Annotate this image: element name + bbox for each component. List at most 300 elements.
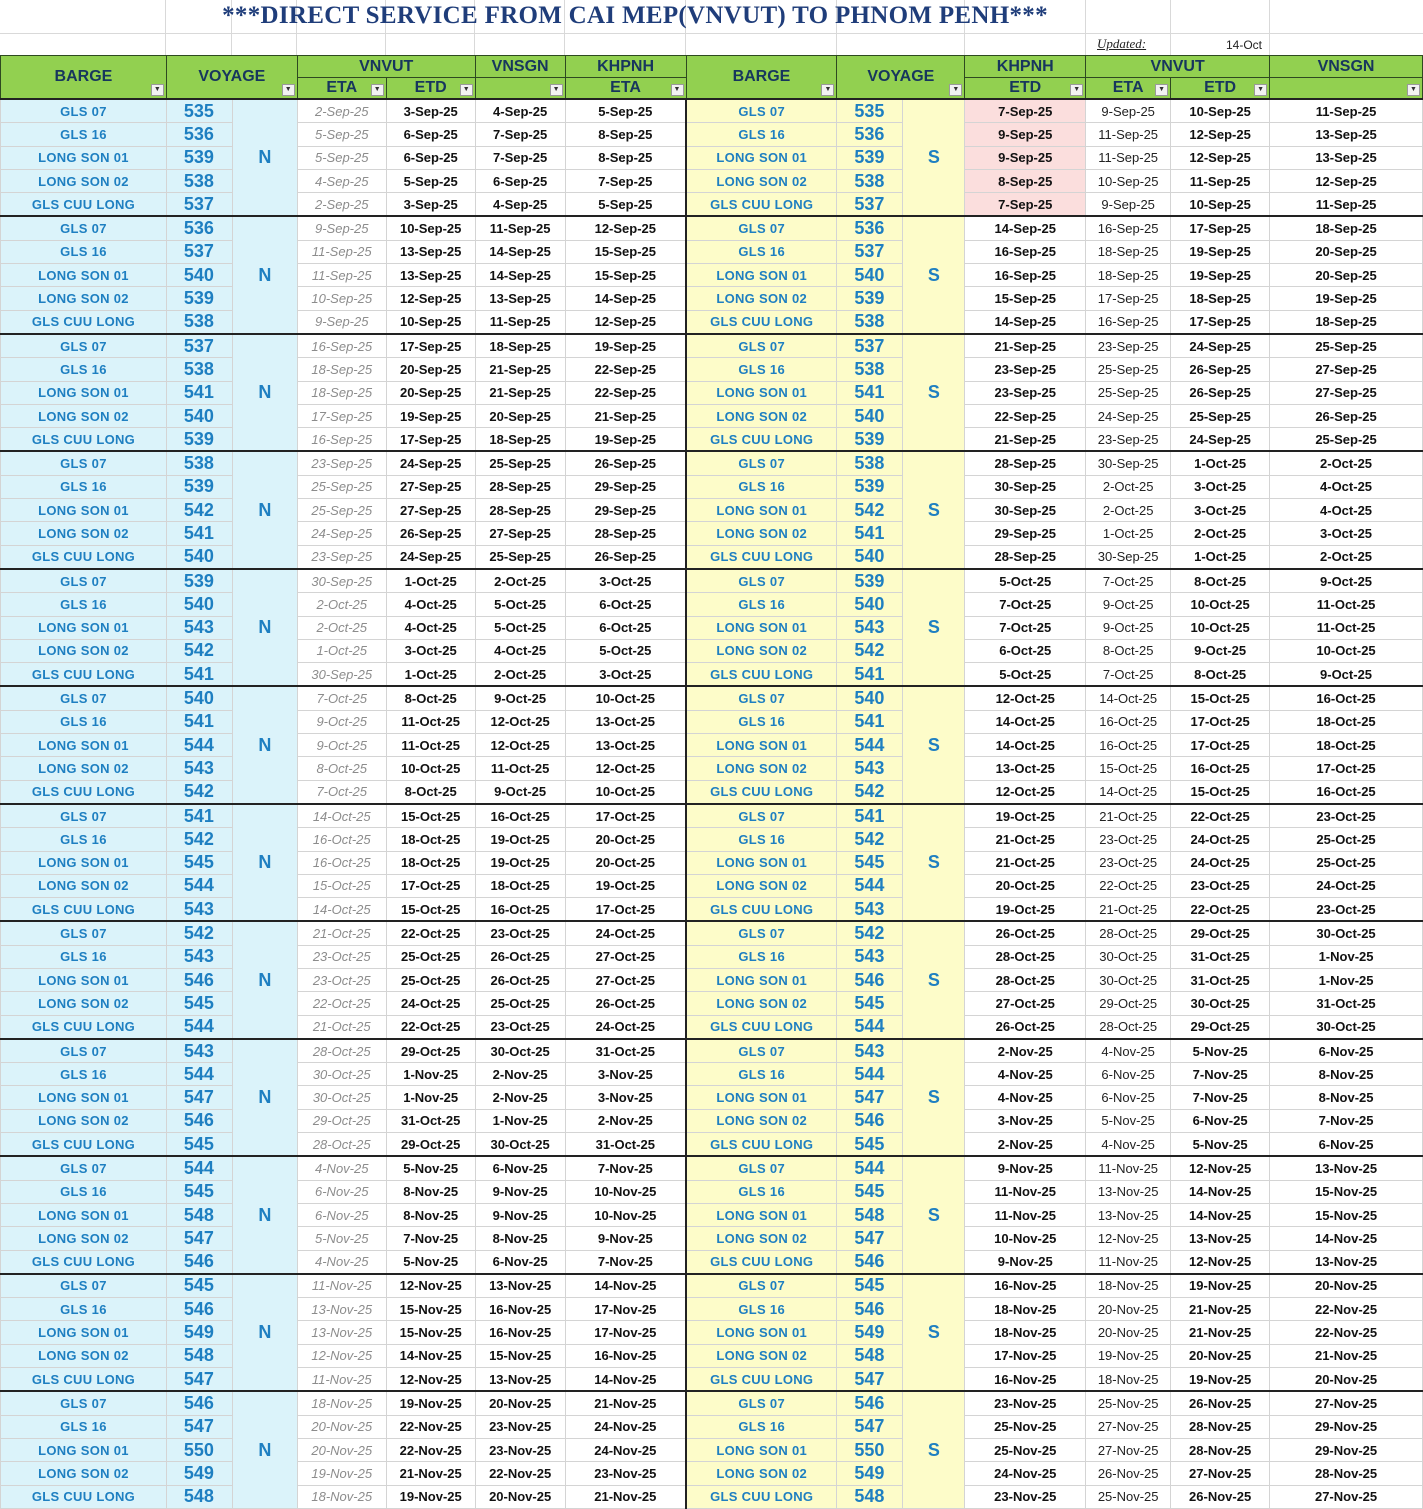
cell-vnsgn-eta[interactable]: 5-Oct-25 [475,593,565,616]
cell-barge-return[interactable]: GLS 16 [686,475,837,498]
cell-khpnh-eta[interactable]: 27-Oct-25 [565,945,686,968]
cell-vnvut-etd-return[interactable]: 19-Nov-25 [1171,1368,1270,1392]
cell-voyage[interactable]: 537 [166,193,232,217]
cell-vnvut-etd[interactable]: 15-Nov-25 [386,1321,475,1344]
cell-voyage-return[interactable]: 538 [837,310,903,334]
cell-vnvut-etd-return[interactable]: 31-Oct-25 [1171,968,1270,991]
cell-vnvut-eta[interactable]: 9-Sep-25 [297,310,386,334]
cell-khpnh-eta[interactable]: 22-Sep-25 [565,358,686,381]
cell-barge-return[interactable]: GLS CUU LONG [686,780,837,804]
cell-vnsgn-eta[interactable]: 20-Nov-25 [475,1485,565,1508]
cell-vnvut-etd-return[interactable]: 21-Nov-25 [1171,1321,1270,1344]
cell-voyage-return[interactable]: 546 [837,1250,903,1274]
cell-voyage[interactable]: 545 [166,1274,232,1298]
cell-khpnh-eta[interactable]: 14-Nov-25 [565,1274,686,1298]
cell-khpnh-eta[interactable]: 27-Oct-25 [565,968,686,991]
cell-voyage-return[interactable]: 539 [837,146,903,169]
cell-vnvut-eta[interactable]: 2-Oct-25 [297,593,386,616]
cell-vnvut-etd-return[interactable]: 1-Oct-25 [1171,451,1270,475]
cell-barge-return[interactable]: GLS CUU LONG [686,1250,837,1274]
cell-vnsgn-eta-return[interactable]: 31-Oct-25 [1270,992,1423,1015]
cell-khpnh-etd-return[interactable]: 28-Oct-25 [965,968,1086,991]
cell-barge[interactable]: LONG SON 01 [1,616,167,639]
cell-vnsgn-eta-return[interactable]: 9-Oct-25 [1270,663,1423,687]
cell-voyage[interactable]: 538 [166,169,232,192]
cell-khpnh-etd-return[interactable]: 13-Oct-25 [965,757,1086,780]
cell-barge-return[interactable]: GLS CUU LONG [686,663,837,687]
cell-khpnh-eta[interactable]: 13-Oct-25 [565,710,686,733]
cell-barge[interactable]: GLS 07 [1,216,167,240]
cell-vnsgn-eta[interactable]: 7-Sep-25 [475,123,565,146]
cell-direction-return[interactable]: S [903,921,965,1038]
cell-khpnh-etd-return[interactable]: 19-Oct-25 [965,804,1086,828]
cell-vnvut-eta[interactable]: 18-Nov-25 [297,1485,386,1508]
cell-direction[interactable]: N [232,1156,297,1273]
cell-vnvut-eta[interactable]: 30-Oct-25 [297,1063,386,1086]
cell-direction-return[interactable]: S [903,334,965,451]
cell-vnvut-eta-return[interactable]: 6-Nov-25 [1086,1063,1171,1086]
cell-vnsgn-eta[interactable]: 16-Oct-25 [475,898,565,922]
cell-voyage[interactable]: 540 [166,404,232,427]
cell-vnvut-eta[interactable]: 25-Sep-25 [297,475,386,498]
cell-vnsgn-eta[interactable]: 11-Oct-25 [475,757,565,780]
cell-khpnh-etd-return[interactable]: 5-Oct-25 [965,663,1086,687]
cell-vnvut-etd-return[interactable]: 29-Oct-25 [1171,921,1270,945]
cell-barge[interactable]: LONG SON 02 [1,639,167,662]
cell-vnsgn-eta-return[interactable]: 4-Oct-25 [1270,475,1423,498]
cell-vnvut-eta[interactable]: 7-Oct-25 [297,686,386,710]
cell-vnvut-etd-return[interactable]: 12-Nov-25 [1171,1156,1270,1180]
cell-barge[interactable]: LONG SON 02 [1,1462,167,1485]
cell-barge-return[interactable]: LONG SON 02 [686,287,837,310]
cell-voyage-return[interactable]: 544 [837,1063,903,1086]
cell-khpnh-etd-return[interactable]: 9-Nov-25 [965,1156,1086,1180]
cell-voyage[interactable]: 546 [166,1391,232,1415]
cell-voyage[interactable]: 543 [166,757,232,780]
cell-vnvut-eta-return[interactable]: 17-Sep-25 [1086,287,1171,310]
cell-khpnh-etd-return[interactable]: 21-Sep-25 [965,428,1086,452]
cell-khpnh-etd-return[interactable]: 9-Sep-25 [965,123,1086,146]
cell-vnvut-eta-return[interactable]: 16-Oct-25 [1086,734,1171,757]
cell-direction[interactable]: N [232,99,297,216]
cell-vnvut-etd[interactable]: 12-Nov-25 [386,1368,475,1392]
cell-vnvut-etd[interactable]: 29-Oct-25 [386,1133,475,1157]
cell-vnvut-etd-return[interactable]: 19-Sep-25 [1171,264,1270,287]
cell-barge[interactable]: GLS 07 [1,99,167,123]
cell-barge[interactable]: LONG SON 02 [1,169,167,192]
cell-voyage[interactable]: 547 [166,1368,232,1392]
cell-vnvut-etd-return[interactable]: 28-Nov-25 [1171,1438,1270,1461]
cell-vnvut-etd[interactable]: 24-Sep-25 [386,451,475,475]
cell-vnvut-eta-return[interactable]: 18-Sep-25 [1086,240,1171,263]
cell-barge-return[interactable]: GLS 16 [686,1298,837,1321]
cell-khpnh-etd-return[interactable]: 2-Nov-25 [965,1039,1086,1063]
cell-voyage[interactable]: 540 [166,593,232,616]
cell-vnsgn-eta[interactable]: 13-Nov-25 [475,1368,565,1392]
cell-vnsgn-eta-return[interactable]: 2-Oct-25 [1270,451,1423,475]
cell-vnvut-etd[interactable]: 22-Oct-25 [386,921,475,945]
cell-voyage[interactable]: 543 [166,898,232,922]
cell-vnvut-eta[interactable]: 20-Nov-25 [297,1415,386,1438]
cell-barge[interactable]: LONG SON 01 [1,1438,167,1461]
cell-voyage-return[interactable]: 540 [837,545,903,569]
cell-vnvut-eta-return[interactable]: 22-Oct-25 [1086,874,1171,897]
cell-voyage-return[interactable]: 539 [837,287,903,310]
cell-vnvut-etd[interactable]: 26-Sep-25 [386,522,475,545]
cell-vnvut-eta[interactable]: 15-Oct-25 [297,874,386,897]
cell-vnvut-eta-return[interactable]: 12-Nov-25 [1086,1227,1171,1250]
cell-barge-return[interactable]: LONG SON 02 [686,757,837,780]
cell-voyage[interactable]: 546 [166,1250,232,1274]
cell-vnvut-eta[interactable]: 30-Sep-25 [297,663,386,687]
cell-voyage-return[interactable]: 542 [837,639,903,662]
cell-vnsgn-eta[interactable]: 27-Sep-25 [475,522,565,545]
cell-voyage[interactable]: 535 [166,99,232,123]
cell-vnvut-eta[interactable]: 20-Nov-25 [297,1438,386,1461]
cell-voyage[interactable]: 538 [166,451,232,475]
cell-vnsgn-eta[interactable]: 25-Oct-25 [475,992,565,1015]
cell-barge-return[interactable]: GLS 16 [686,358,837,381]
cell-vnvut-eta[interactable]: 4-Nov-25 [297,1250,386,1274]
cell-vnsgn-eta[interactable]: 11-Sep-25 [475,216,565,240]
cell-khpnh-etd-return[interactable]: 11-Nov-25 [965,1180,1086,1203]
cell-barge[interactable]: GLS 07 [1,451,167,475]
cell-vnvut-eta[interactable]: 9-Sep-25 [297,216,386,240]
cell-vnsgn-eta[interactable]: 2-Oct-25 [475,663,565,687]
cell-khpnh-eta[interactable]: 10-Nov-25 [565,1203,686,1226]
cell-voyage-return[interactable]: 543 [837,945,903,968]
cell-vnsgn-eta[interactable]: 9-Oct-25 [475,686,565,710]
cell-barge[interactable]: GLS 07 [1,921,167,945]
cell-voyage[interactable]: 536 [166,123,232,146]
cell-vnvut-eta[interactable]: 6-Nov-25 [297,1180,386,1203]
cell-vnvut-etd[interactable]: 8-Oct-25 [386,686,475,710]
cell-vnvut-etd[interactable]: 4-Oct-25 [386,593,475,616]
cell-khpnh-etd-return[interactable]: 21-Oct-25 [965,828,1086,851]
cell-voyage[interactable]: 543 [166,616,232,639]
cell-vnvut-etd-return[interactable]: 11-Sep-25 [1171,169,1270,192]
cell-khpnh-etd-return[interactable]: 6-Oct-25 [965,639,1086,662]
cell-khpnh-etd-return[interactable]: 7-Sep-25 [965,99,1086,123]
cell-vnvut-etd-return[interactable]: 12-Nov-25 [1171,1250,1270,1274]
cell-vnsgn-eta-return[interactable]: 25-Oct-25 [1270,828,1423,851]
cell-vnvut-eta[interactable]: 14-Oct-25 [297,804,386,828]
cell-khpnh-etd-return[interactable]: 16-Nov-25 [965,1274,1086,1298]
cell-vnvut-eta-return[interactable]: 25-Nov-25 [1086,1485,1171,1508]
cell-barge[interactable]: LONG SON 02 [1,522,167,545]
cell-barge[interactable]: GLS 16 [1,593,167,616]
cell-khpnh-eta[interactable]: 26-Sep-25 [565,451,686,475]
cell-vnsgn-eta-return[interactable]: 28-Nov-25 [1270,1462,1423,1485]
cell-khpnh-eta[interactable]: 7-Nov-25 [565,1250,686,1274]
cell-voyage-return[interactable]: 544 [837,1015,903,1039]
cell-vnvut-eta-return[interactable]: 16-Sep-25 [1086,216,1171,240]
cell-barge[interactable]: GLS 16 [1,240,167,263]
cell-vnsgn-eta-return[interactable]: 8-Nov-25 [1270,1063,1423,1086]
cell-vnvut-etd[interactable]: 25-Oct-25 [386,945,475,968]
cell-voyage-return[interactable]: 547 [837,1415,903,1438]
cell-voyage-return[interactable]: 544 [837,1156,903,1180]
cell-barge[interactable]: GLS 07 [1,1274,167,1298]
cell-barge-return[interactable]: GLS 07 [686,569,837,593]
cell-voyage-return[interactable]: 538 [837,451,903,475]
cell-vnvut-eta-return[interactable]: 14-Oct-25 [1086,780,1171,804]
cell-khpnh-eta[interactable]: 26-Sep-25 [565,545,686,569]
cell-barge-return[interactable]: GLS 16 [686,1415,837,1438]
cell-barge[interactable]: GLS 07 [1,334,167,358]
cell-khpnh-etd-return[interactable]: 15-Sep-25 [965,287,1086,310]
cell-vnvut-eta-return[interactable]: 30-Sep-25 [1086,451,1171,475]
cell-barge-return[interactable]: GLS 16 [686,1180,837,1203]
cell-khpnh-etd-return[interactable]: 2-Nov-25 [965,1133,1086,1157]
cell-voyage-return[interactable]: 543 [837,898,903,922]
cell-vnvut-eta-return[interactable]: 21-Oct-25 [1086,804,1171,828]
cell-voyage[interactable]: 541 [166,381,232,404]
cell-barge[interactable]: LONG SON 02 [1,874,167,897]
cell-vnsgn-eta[interactable]: 26-Oct-25 [475,968,565,991]
cell-vnvut-etd[interactable]: 10-Sep-25 [386,216,475,240]
cell-khpnh-etd-return[interactable]: 23-Nov-25 [965,1485,1086,1508]
cell-khpnh-eta[interactable]: 6-Oct-25 [565,593,686,616]
cell-vnvut-eta-return[interactable]: 9-Sep-25 [1086,193,1171,217]
cell-barge-return[interactable]: GLS 07 [686,1391,837,1415]
cell-khpnh-eta[interactable]: 14-Sep-25 [565,287,686,310]
cell-voyage-return[interactable]: 546 [837,1298,903,1321]
cell-vnsgn-eta-return[interactable]: 29-Nov-25 [1270,1438,1423,1461]
cell-khpnh-eta[interactable]: 17-Nov-25 [565,1298,686,1321]
cell-direction[interactable]: N [232,569,297,686]
cell-vnsgn-eta[interactable]: 28-Sep-25 [475,499,565,522]
cell-khpnh-etd-return[interactable]: 28-Oct-25 [965,945,1086,968]
cell-barge[interactable]: GLS CUU LONG [1,545,167,569]
cell-vnvut-etd[interactable]: 6-Sep-25 [386,123,475,146]
cell-khpnh-etd-return[interactable]: 9-Nov-25 [965,1250,1086,1274]
cell-vnvut-eta[interactable]: 9-Oct-25 [297,710,386,733]
cell-vnvut-etd-return[interactable]: 3-Oct-25 [1171,499,1270,522]
cell-vnvut-etd[interactable]: 21-Nov-25 [386,1462,475,1485]
cell-khpnh-etd-return[interactable]: 11-Nov-25 [965,1203,1086,1226]
cell-khpnh-etd-return[interactable]: 7-Oct-25 [965,593,1086,616]
cell-voyage-return[interactable]: 545 [837,851,903,874]
cell-barge[interactable]: LONG SON 01 [1,1321,167,1344]
cell-voyage-return[interactable]: 544 [837,734,903,757]
cell-vnsgn-eta-return[interactable]: 25-Sep-25 [1270,334,1423,358]
cell-vnvut-eta[interactable]: 12-Nov-25 [297,1344,386,1367]
cell-vnvut-eta-return[interactable]: 4-Nov-25 [1086,1133,1171,1157]
cell-voyage[interactable]: 540 [166,264,232,287]
cell-khpnh-eta[interactable]: 31-Oct-25 [565,1039,686,1063]
cell-barge-return[interactable]: GLS 16 [686,123,837,146]
cell-vnsgn-eta-return[interactable]: 22-Nov-25 [1270,1298,1423,1321]
cell-khpnh-etd-return[interactable]: 5-Oct-25 [965,569,1086,593]
cell-khpnh-eta[interactable]: 12-Sep-25 [565,310,686,334]
cell-vnvut-etd[interactable]: 15-Oct-25 [386,804,475,828]
cell-barge-return[interactable]: GLS 07 [686,216,837,240]
cell-vnsgn-eta-return[interactable]: 18-Sep-25 [1270,310,1423,334]
cell-voyage[interactable]: 544 [166,1015,232,1039]
cell-barge-return[interactable]: GLS CUU LONG [686,1015,837,1039]
cell-vnsgn-eta-return[interactable]: 18-Oct-25 [1270,710,1423,733]
cell-vnvut-etd[interactable]: 8-Oct-25 [386,780,475,804]
cell-voyage-return[interactable]: 546 [837,968,903,991]
cell-direction-return[interactable]: S [903,1274,965,1391]
cell-barge[interactable]: LONG SON 02 [1,287,167,310]
cell-barge-return[interactable]: LONG SON 01 [686,1321,837,1344]
cell-vnsgn-eta[interactable]: 16-Oct-25 [475,804,565,828]
cell-vnvut-eta[interactable]: 14-Oct-25 [297,898,386,922]
cell-vnsgn-eta-return[interactable]: 1-Nov-25 [1270,945,1423,968]
cell-vnvut-eta[interactable]: 2-Oct-25 [297,616,386,639]
cell-vnsgn-eta-return[interactable]: 20-Sep-25 [1270,240,1423,263]
cell-vnvut-eta[interactable]: 23-Sep-25 [297,545,386,569]
cell-vnvut-etd-return[interactable]: 31-Oct-25 [1171,945,1270,968]
filter-dropdown-icon[interactable]: ▼ [550,84,563,96]
cell-khpnh-eta[interactable]: 19-Sep-25 [565,428,686,452]
cell-vnvut-etd[interactable]: 3-Oct-25 [386,639,475,662]
cell-khpnh-etd-return[interactable]: 27-Oct-25 [965,992,1086,1015]
cell-vnvut-eta[interactable]: 18-Sep-25 [297,381,386,404]
cell-vnsgn-eta-return[interactable]: 27-Sep-25 [1270,358,1423,381]
cell-vnvut-eta[interactable]: 28-Oct-25 [297,1133,386,1157]
cell-vnvut-eta-return[interactable]: 23-Oct-25 [1086,851,1171,874]
cell-barge-return[interactable]: GLS 07 [686,1156,837,1180]
cell-vnvut-etd[interactable]: 1-Nov-25 [386,1063,475,1086]
cell-barge-return[interactable]: LONG SON 01 [686,1203,837,1226]
cell-vnvut-eta-return[interactable]: 16-Oct-25 [1086,710,1171,733]
cell-khpnh-eta[interactable]: 5-Oct-25 [565,639,686,662]
cell-voyage[interactable]: 547 [166,1415,232,1438]
cell-vnvut-eta-return[interactable]: 25-Sep-25 [1086,358,1171,381]
cell-vnvut-eta-return[interactable]: 26-Nov-25 [1086,1462,1171,1485]
cell-barge-return[interactable]: LONG SON 01 [686,381,837,404]
cell-voyage[interactable]: 539 [166,475,232,498]
cell-vnvut-eta-return[interactable]: 25-Nov-25 [1086,1391,1171,1415]
cell-vnvut-etd-return[interactable]: 24-Oct-25 [1171,828,1270,851]
cell-voyage-return[interactable]: 547 [837,1086,903,1109]
cell-vnvut-etd[interactable]: 24-Oct-25 [386,992,475,1015]
cell-khpnh-etd-return[interactable]: 26-Oct-25 [965,921,1086,945]
cell-vnsgn-eta[interactable]: 2-Oct-25 [475,569,565,593]
cell-vnvut-eta-return[interactable]: 15-Oct-25 [1086,757,1171,780]
cell-vnvut-etd-return[interactable]: 10-Sep-25 [1171,193,1270,217]
cell-direction-return[interactable]: S [903,216,965,333]
cell-khpnh-etd-return[interactable]: 16-Sep-25 [965,240,1086,263]
cell-vnvut-eta-return[interactable]: 11-Nov-25 [1086,1156,1171,1180]
cell-vnvut-etd-return[interactable]: 12-Sep-25 [1171,123,1270,146]
cell-vnvut-etd[interactable]: 27-Sep-25 [386,475,475,498]
cell-barge-return[interactable]: GLS CUU LONG [686,428,837,452]
cell-vnvut-etd-return[interactable]: 15-Oct-25 [1171,780,1270,804]
cell-voyage-return[interactable]: 550 [837,1438,903,1461]
cell-vnvut-etd[interactable]: 5-Nov-25 [386,1250,475,1274]
cell-voyage[interactable]: 541 [166,522,232,545]
cell-vnsgn-eta[interactable]: 4-Sep-25 [475,99,565,123]
cell-barge-return[interactable]: GLS 16 [686,240,837,263]
cell-vnvut-etd-return[interactable]: 14-Nov-25 [1171,1180,1270,1203]
cell-voyage-return[interactable]: 549 [837,1321,903,1344]
cell-barge-return[interactable]: LONG SON 01 [686,1086,837,1109]
cell-vnvut-etd-return[interactable]: 8-Oct-25 [1171,569,1270,593]
cell-voyage[interactable]: 547 [166,1227,232,1250]
cell-direction-return[interactable]: S [903,569,965,686]
cell-vnvut-eta[interactable]: 2-Sep-25 [297,99,386,123]
cell-barge-return[interactable]: GLS 07 [686,334,837,358]
cell-vnvut-eta-return[interactable]: 30-Oct-25 [1086,968,1171,991]
cell-vnsgn-eta-return[interactable]: 24-Oct-25 [1270,874,1423,897]
cell-direction-return[interactable]: S [903,1156,965,1273]
filter-dropdown-icon[interactable]: ▼ [1070,84,1083,96]
cell-vnsgn-eta-return[interactable]: 6-Nov-25 [1270,1039,1423,1063]
cell-vnvut-eta-return[interactable]: 13-Nov-25 [1086,1203,1171,1226]
cell-vnsgn-eta-return[interactable]: 13-Sep-25 [1270,123,1423,146]
cell-vnsgn-eta[interactable]: 8-Nov-25 [475,1227,565,1250]
cell-vnsgn-eta-return[interactable]: 20-Nov-25 [1270,1368,1423,1392]
cell-vnvut-eta-return[interactable]: 28-Oct-25 [1086,921,1171,945]
cell-khpnh-eta[interactable]: 3-Oct-25 [565,663,686,687]
cell-khpnh-etd-return[interactable]: 14-Sep-25 [965,310,1086,334]
cell-barge[interactable]: GLS CUU LONG [1,1250,167,1274]
cell-khpnh-eta[interactable]: 23-Nov-25 [565,1462,686,1485]
cell-khpnh-eta[interactable]: 24-Nov-25 [565,1415,686,1438]
cell-barge[interactable]: GLS CUU LONG [1,898,167,922]
cell-khpnh-eta[interactable]: 19-Sep-25 [565,334,686,358]
cell-barge-return[interactable]: LONG SON 01 [686,851,837,874]
cell-voyage[interactable]: 537 [166,240,232,263]
cell-vnsgn-eta[interactable]: 28-Sep-25 [475,475,565,498]
cell-vnvut-etd[interactable]: 8-Nov-25 [386,1203,475,1226]
cell-direction-return[interactable]: S [903,1391,965,1508]
cell-khpnh-eta[interactable]: 10-Oct-25 [565,780,686,804]
cell-khpnh-etd-return[interactable]: 25-Nov-25 [965,1438,1086,1461]
cell-khpnh-eta[interactable]: 12-Sep-25 [565,216,686,240]
cell-vnvut-etd[interactable]: 22-Nov-25 [386,1415,475,1438]
cell-barge-return[interactable]: GLS CUU LONG [686,1485,837,1508]
cell-voyage[interactable]: 542 [166,921,232,945]
cell-vnsgn-eta-return[interactable]: 19-Sep-25 [1270,287,1423,310]
cell-khpnh-etd-return[interactable]: 23-Nov-25 [965,1391,1086,1415]
cell-khpnh-eta[interactable]: 31-Oct-25 [565,1133,686,1157]
cell-khpnh-eta[interactable]: 2-Nov-25 [565,1109,686,1132]
cell-vnvut-eta-return[interactable]: 5-Nov-25 [1086,1109,1171,1132]
cell-voyage[interactable]: 541 [166,804,232,828]
cell-vnsgn-eta-return[interactable]: 18-Oct-25 [1270,734,1423,757]
cell-vnsgn-eta[interactable]: 6-Nov-25 [475,1250,565,1274]
cell-barge-return[interactable]: GLS CUU LONG [686,545,837,569]
cell-vnvut-etd[interactable]: 18-Oct-25 [386,828,475,851]
cell-barge-return[interactable]: GLS CUU LONG [686,1368,837,1392]
filter-dropdown-icon[interactable]: ▼ [371,84,384,96]
cell-vnvut-etd-return[interactable]: 17-Oct-25 [1171,734,1270,757]
cell-vnvut-etd[interactable]: 20-Sep-25 [386,381,475,404]
cell-vnvut-eta-return[interactable]: 18-Sep-25 [1086,264,1171,287]
cell-khpnh-eta[interactable]: 12-Oct-25 [565,757,686,780]
cell-barge[interactable]: GLS 16 [1,1298,167,1321]
filter-dropdown-icon[interactable]: ▼ [1155,84,1168,96]
cell-vnsgn-eta[interactable]: 13-Sep-25 [475,287,565,310]
cell-vnvut-etd[interactable]: 1-Oct-25 [386,569,475,593]
cell-vnsgn-eta-return[interactable]: 27-Nov-25 [1270,1391,1423,1415]
cell-barge[interactable]: GLS 07 [1,1039,167,1063]
cell-barge-return[interactable]: GLS 16 [686,710,837,733]
cell-barge-return[interactable]: GLS 16 [686,593,837,616]
cell-voyage[interactable]: 546 [166,1109,232,1132]
cell-barge-return[interactable]: LONG SON 02 [686,992,837,1015]
cell-direction[interactable]: N [232,921,297,1038]
cell-vnvut-eta[interactable]: 23-Sep-25 [297,451,386,475]
cell-vnvut-eta-return[interactable]: 29-Oct-25 [1086,992,1171,1015]
cell-barge-return[interactable]: LONG SON 02 [686,1462,837,1485]
cell-vnvut-eta[interactable]: 5-Nov-25 [297,1227,386,1250]
